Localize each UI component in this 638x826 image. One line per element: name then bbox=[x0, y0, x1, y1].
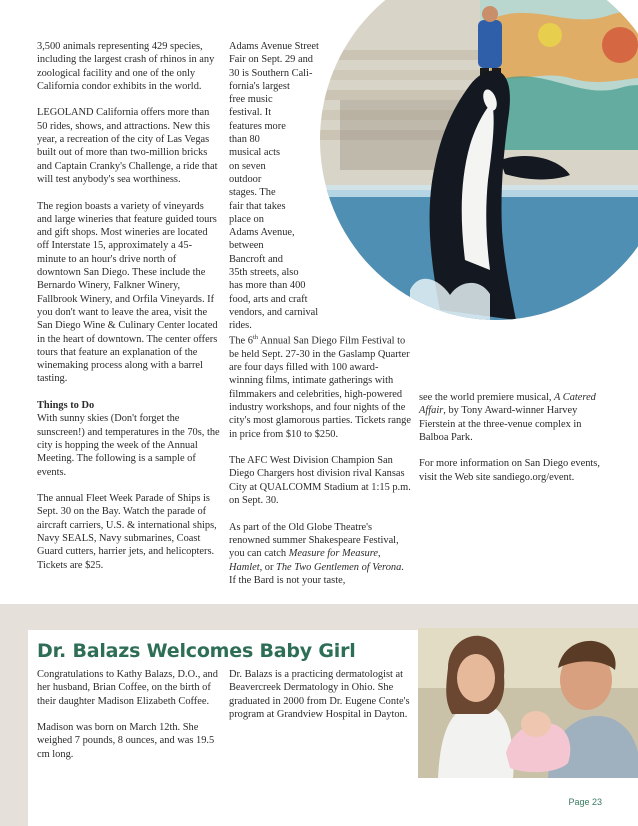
play-title-verona: The Two Gentlemen of Verona bbox=[276, 561, 402, 573]
orca-show-photo bbox=[320, 0, 638, 320]
feature-column-2 bbox=[229, 668, 411, 734]
feature-headline: Dr. Balazs Welcomes Baby Girl bbox=[37, 640, 356, 662]
adams-avenue-line: fair that takes bbox=[229, 200, 286, 212]
ordinal-suffix: th bbox=[252, 334, 259, 341]
feature-column-1 bbox=[37, 668, 222, 774]
adams-avenue-line: between bbox=[229, 240, 264, 252]
adams-avenue-line: Fair on Sept. 29 and bbox=[229, 54, 313, 66]
paragraph-dr-balazs: Dr. Balazs is a practicing dermatologist at Beavercreek Dermatology in Ohio. She graduated in 2000 from Dr. Eugene Conte's program at Grandview Hospital in Dayton. bbox=[229, 669, 410, 720]
paragraph-zoo: 3,500 animals representing 429 species, including the largest crash of rhinos in any zoological facility and one of the only California condor exhibits in the world. bbox=[37, 41, 215, 92]
adams-avenue-line: vendors, and carnival bbox=[229, 306, 319, 318]
adams-avenue-line: Adams Avenue Street bbox=[229, 41, 319, 52]
article-column-1 bbox=[37, 40, 220, 585]
adams-avenue-line: place on bbox=[229, 213, 264, 225]
paragraph-congratulations: Congratulations to Kathy Balazs, D.O., and her husband, Brian Coffee, on the birth of their daughter Madison Elizabeth Coffee. bbox=[37, 669, 218, 707]
globe-text-1: As part of the Old Globe Theatre's renowned summer Shakespeare Festival, you can catch bbox=[229, 521, 399, 560]
play-title-hamlet: Hamlet bbox=[229, 561, 260, 573]
article-column-2-wrap bbox=[229, 40, 319, 333]
adams-avenue-line: 35th streets, also bbox=[229, 267, 299, 279]
article-column-3 bbox=[419, 391, 604, 497]
paragraph-weather: With sunny skies (Don't forget the sunscreen!) and temperatures in the 70s, the city is hopping the week of the Annual Meeting. The following is a sample of events. bbox=[37, 413, 220, 478]
adams-avenue-line: free music bbox=[229, 94, 273, 106]
adams-avenue-line: 30 is Southern Cali- bbox=[229, 67, 313, 79]
globe-text-4: . If the Bard is not your taste, bbox=[229, 561, 404, 586]
paragraph-film-festival bbox=[229, 331, 411, 441]
adams-avenue-line: stages. The bbox=[229, 187, 276, 199]
article-column-2 bbox=[229, 331, 411, 600]
globe-text-2: , bbox=[377, 548, 381, 560]
adams-avenue-line: Adams Avenue, bbox=[229, 227, 295, 239]
family-photo bbox=[418, 628, 638, 778]
globe-text-3: , or bbox=[259, 561, 277, 573]
musical-title: A Catered Affair bbox=[419, 392, 596, 417]
adams-avenue-paragraph bbox=[229, 40, 319, 333]
paragraph-old-globe bbox=[229, 521, 411, 587]
play-title-measure: Measure for Measure bbox=[288, 548, 378, 560]
paragraph-chargers: The AFC West Division Champion San Diego Chargers host division rival Kansas City at QUALCOMM Stadium at 1:15 p.m. on Sept. 30. bbox=[229, 455, 411, 507]
paragraph-wineries: The region boasts a variety of vineyards and large wineries that feature guided tours and gift shops. Most wineries are located off Interstate 15, approximately a 45-minute to an hour's drive north of downtown San Diego. These include the Bernardo Winery, Falkner Winery, Fallbrook Winery, and Orfila Vineyards. If you don't want to leave the area, visit the San Diego Wine & Culinary Center located in the heart of downtown. The center offers tours that feature an explanation of the winemaking process along with a barrel tasting. bbox=[37, 200, 218, 385]
section-subhead: Things to Do bbox=[37, 400, 95, 412]
adams-avenue-line: features more bbox=[229, 120, 286, 132]
paragraph-more-info: For more information on San Diego events, visit the Web site sandiego.org/event. bbox=[419, 458, 600, 483]
adams-avenue-line: musical acts bbox=[229, 147, 281, 159]
adams-avenue-line: rides. bbox=[229, 320, 252, 332]
adams-avenue-line: outdoor bbox=[229, 173, 262, 185]
page-number: Page 23 bbox=[568, 797, 602, 807]
paragraph-legoland: LEGOLAND California offers more than 50 rides, shows, and attractions. New this year, a recreation of the city of Las Vegas built out of more than two-million bricks and Captain Cranky's Challenge, a ride that will test anybody's sea worthiness. bbox=[37, 107, 218, 185]
paragraph-fleet-week: The annual Fleet Week Parade of Ships is Sept. 30 on the Bay. Watch the parade of aircraft carriers, U.S. & international ships, Navy SEALS, Navy submarines, Coast Guard cutters, harrier jets, and helicopters. Tickets are $25. bbox=[37, 493, 217, 571]
catered-text-2: , by Tony Award-winner Harvey Fierstein at the three-venue complex in Balboa Park. bbox=[419, 405, 582, 443]
adams-avenue-line: Bancroft and bbox=[229, 253, 283, 265]
catered-text-1: see the world premiere musical, bbox=[419, 392, 555, 403]
paragraph-birth-details: Madison was born on March 12th. She weighed 7 pounds, 8 ounces, and was 19.5 cm long. bbox=[37, 722, 215, 760]
adams-avenue-line: fornia's largest bbox=[229, 80, 290, 92]
things-to-do-block bbox=[37, 399, 220, 479]
adams-avenue-line: than 80 bbox=[229, 134, 260, 146]
film-text-rest: Annual San Diego Film Festival to be held Sept. 27-30 in the Gaslamp Quarter are four days filled with 100 award-winning films, intimate gatherings with filmmakers and celebrities, high-powered industry workshops, and four nights of the city's most glamorous parties. Tickets range in price from $10 to $250. bbox=[229, 335, 411, 440]
adams-avenue-line: festival. It bbox=[229, 107, 272, 119]
adams-avenue-line: on seven bbox=[229, 160, 266, 172]
paragraph-catered-affair bbox=[419, 391, 604, 444]
adams-avenue-line: has more than 400 bbox=[229, 280, 306, 292]
adams-avenue-line: food, arts and craft bbox=[229, 293, 308, 305]
film-text-start: The 6 bbox=[229, 335, 253, 347]
